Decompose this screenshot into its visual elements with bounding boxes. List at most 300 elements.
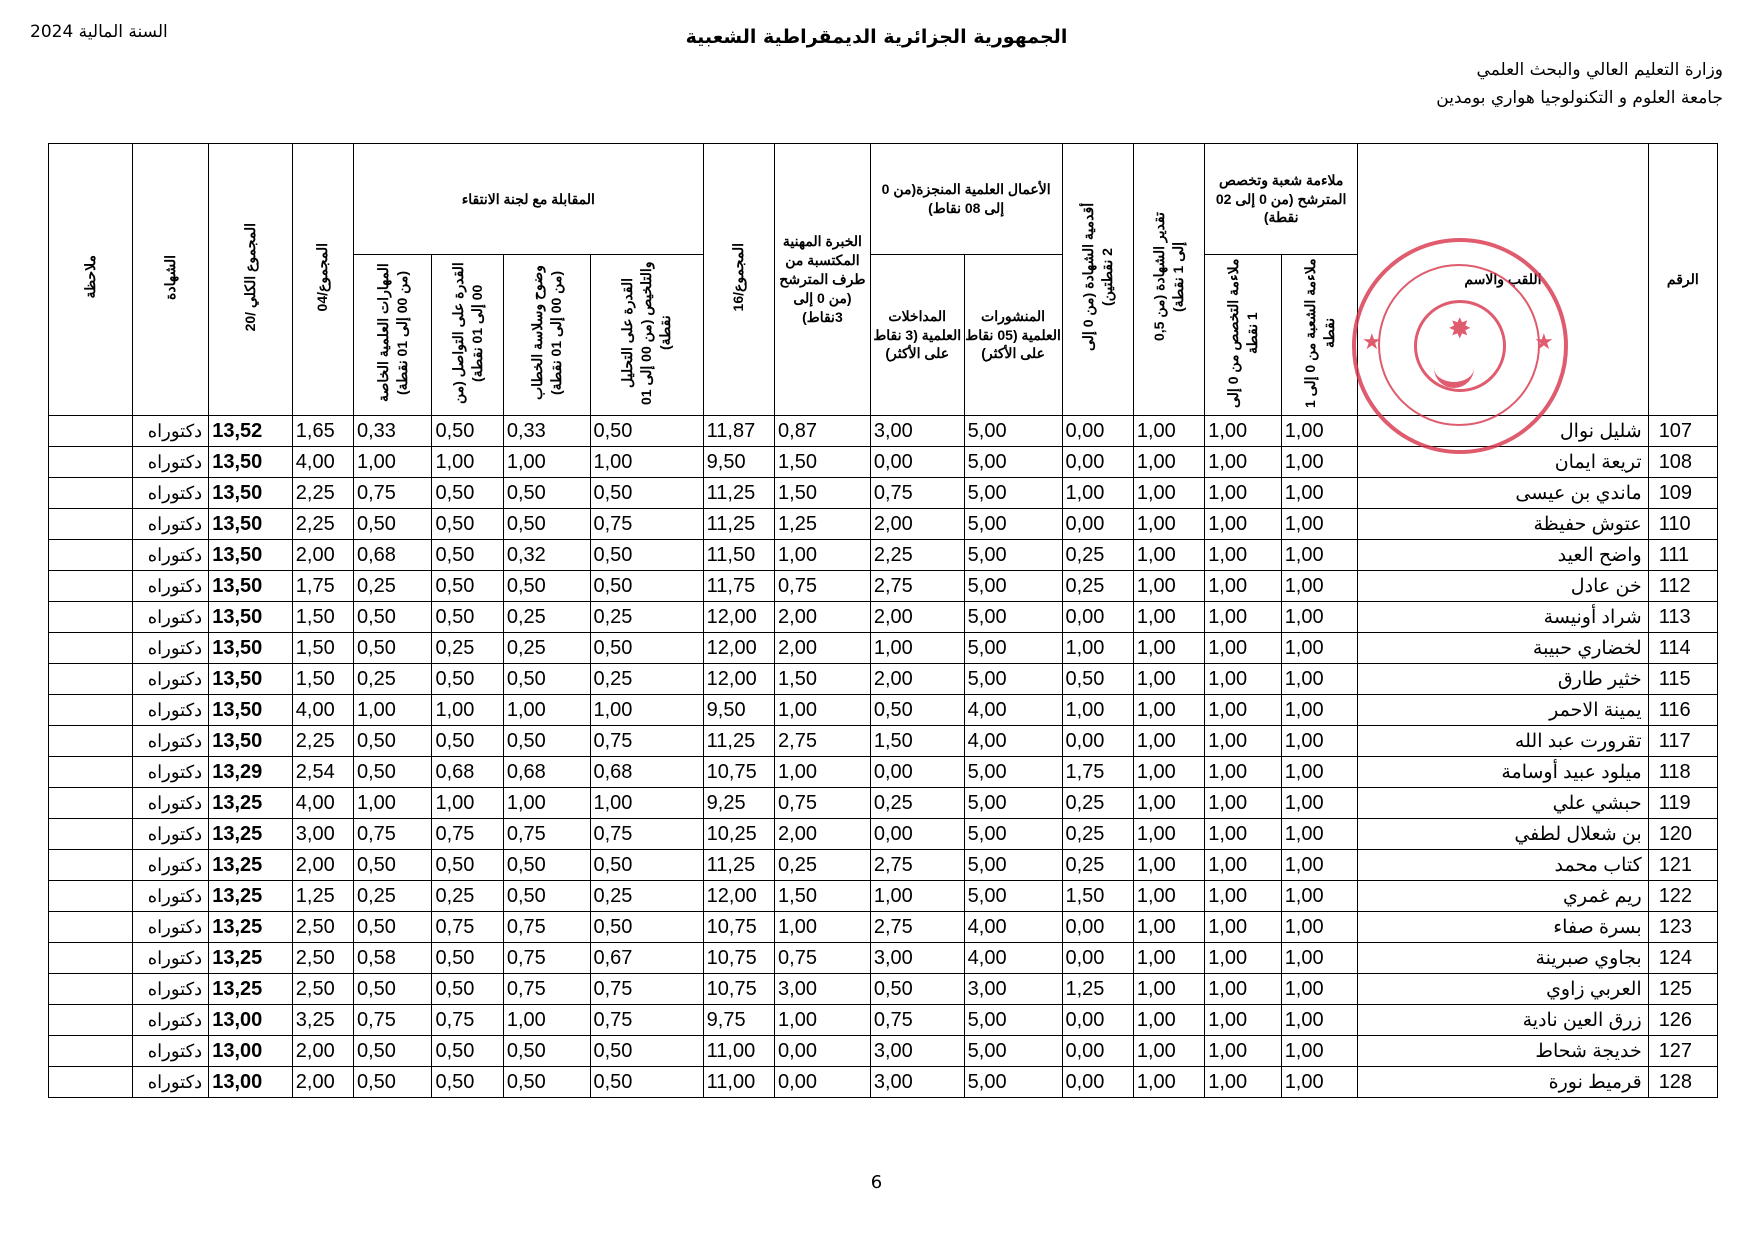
cell-clarity: 0,50 xyxy=(503,726,590,757)
cell-clarity: 0,75 xyxy=(503,943,590,974)
cell-analysis: 0,75 xyxy=(590,819,703,850)
table-row xyxy=(49,881,1718,912)
cell-rank: 123 xyxy=(1648,912,1717,943)
cell-communication: 0,75 xyxy=(432,912,503,943)
cell-name: يمينة الاحمر xyxy=(1358,695,1649,726)
cell-certificate: دكتوراه xyxy=(132,757,208,788)
cell-communication: 0,75 xyxy=(432,1005,503,1036)
cell-total16: 10,75 xyxy=(703,943,774,974)
star-icon: ★ xyxy=(1534,330,1554,355)
cell-total20: 13,25 xyxy=(209,881,293,912)
cell-communications: 1,00 xyxy=(870,881,964,912)
cell-total16: 12,00 xyxy=(703,633,774,664)
cell-grade: 1,00 xyxy=(1133,447,1204,478)
cell-certificate: دكتوراه xyxy=(132,1067,208,1098)
cell-total16: 12,00 xyxy=(703,602,774,633)
cell-rank: 121 xyxy=(1648,850,1717,881)
header-publications: المنشورات العلمية (05 نقاط على الأكثر) xyxy=(964,255,1062,416)
cell-publications: 5,00 xyxy=(964,850,1062,881)
cell-communications: 1,50 xyxy=(870,726,964,757)
cell-name: تريعة ايمان xyxy=(1358,447,1649,478)
cell-clarity: 0,50 xyxy=(503,571,590,602)
cell-rank: 117 xyxy=(1648,726,1717,757)
cell-name: حبشي علي xyxy=(1358,788,1649,819)
table-row xyxy=(49,850,1718,881)
cell-note xyxy=(49,478,133,509)
cell-note xyxy=(49,819,133,850)
header-experience: الخبرة المهنية المكتسبة من طرف المترشح (من 0 إلى 3نقاط) xyxy=(775,144,871,416)
cell-grade: 1,00 xyxy=(1133,664,1204,695)
cell-clarity: 0,75 xyxy=(503,974,590,1005)
cell-skills: 0,58 xyxy=(353,943,432,974)
header-branch: ملاءمة الشعبة من 0 إلى 1 نقطة xyxy=(1281,255,1357,416)
cell-certificate: دكتوراه xyxy=(132,974,208,1005)
cell-clarity: 0,50 xyxy=(503,509,590,540)
header-communication: القدرة على التواصل (من 00 إلى 01 نقطة) xyxy=(432,255,503,416)
cell-skills: 0,50 xyxy=(353,757,432,788)
cell-certificate: دكتوراه xyxy=(132,695,208,726)
cell-seniority: 0,25 xyxy=(1062,850,1133,881)
cell-clarity: 1,00 xyxy=(503,788,590,819)
cell-communications: 0,75 xyxy=(870,1005,964,1036)
cell-certificate: دكتوراه xyxy=(132,912,208,943)
cell-branch: 1,00 xyxy=(1281,602,1357,633)
cell-note xyxy=(49,416,133,447)
cell-publications: 5,00 xyxy=(964,757,1062,788)
cell-publications: 5,00 xyxy=(964,1036,1062,1067)
cell-rank: 112 xyxy=(1648,571,1717,602)
cell-total20: 13,50 xyxy=(209,695,293,726)
cell-experience: 2,00 xyxy=(775,602,871,633)
cell-total04: 4,00 xyxy=(292,695,353,726)
cell-publications: 5,00 xyxy=(964,540,1062,571)
cell-analysis: 0,50 xyxy=(590,416,703,447)
cell-analysis: 0,67 xyxy=(590,943,703,974)
cell-rank: 113 xyxy=(1648,602,1717,633)
cell-clarity: 0,50 xyxy=(503,1036,590,1067)
cell-experience: 0,75 xyxy=(775,571,871,602)
cell-grade: 1,00 xyxy=(1133,509,1204,540)
cell-specialty: 1,00 xyxy=(1205,447,1281,478)
cell-note xyxy=(49,447,133,478)
cell-name: شليل نوال xyxy=(1358,416,1649,447)
cell-analysis: 0,50 xyxy=(590,633,703,664)
header-analysis: القدرة على التحليل والتلخيص (من 00 إلى 01 نقطة) xyxy=(590,255,703,416)
cell-specialty: 1,00 xyxy=(1205,571,1281,602)
cell-total16: 11,50 xyxy=(703,540,774,571)
cell-specialty: 1,00 xyxy=(1205,602,1281,633)
university-name: جامعة العلوم و التكنولوجيا هواري بومدين xyxy=(1436,88,1723,108)
cell-certificate: دكتوراه xyxy=(132,633,208,664)
cell-rank: 124 xyxy=(1648,943,1717,974)
cell-experience: 3,00 xyxy=(775,974,871,1005)
table-row xyxy=(49,633,1718,664)
cell-seniority: 0,00 xyxy=(1062,602,1133,633)
cell-total04: 1,65 xyxy=(292,416,353,447)
cell-total16: 10,25 xyxy=(703,819,774,850)
cell-communications: 3,00 xyxy=(870,416,964,447)
cell-communications: 2,00 xyxy=(870,509,964,540)
cell-specialty: 1,00 xyxy=(1205,509,1281,540)
cell-publications: 5,00 xyxy=(964,1067,1062,1098)
cell-grade: 1,00 xyxy=(1133,416,1204,447)
cell-note xyxy=(49,726,133,757)
cell-certificate: دكتوراه xyxy=(132,416,208,447)
cell-communication: 1,00 xyxy=(432,447,503,478)
cell-branch: 1,00 xyxy=(1281,664,1357,695)
cell-publications: 5,00 xyxy=(964,819,1062,850)
header-clarity: وضوح وسلاسة الخطاب (من 00 إلى 01 نقطة) xyxy=(503,255,590,416)
cell-total20: 13,25 xyxy=(209,819,293,850)
cell-note xyxy=(49,695,133,726)
cell-name: ريم غمري xyxy=(1358,881,1649,912)
cell-name: قرميط نورة xyxy=(1358,1067,1649,1098)
cell-analysis: 0,75 xyxy=(590,1005,703,1036)
cell-grade: 1,00 xyxy=(1133,757,1204,788)
cell-skills: 0,50 xyxy=(353,1036,432,1067)
cell-experience: 1,00 xyxy=(775,912,871,943)
cell-note xyxy=(49,509,133,540)
cell-name: ماندي بن عيسى xyxy=(1358,478,1649,509)
cell-total20: 13,50 xyxy=(209,447,293,478)
cell-experience: 1,50 xyxy=(775,664,871,695)
cell-rank: 115 xyxy=(1648,664,1717,695)
cell-communication: 0,25 xyxy=(432,881,503,912)
cell-grade: 1,00 xyxy=(1133,571,1204,602)
cell-publications: 5,00 xyxy=(964,447,1062,478)
cell-branch: 1,00 xyxy=(1281,819,1357,850)
cell-seniority: 0,25 xyxy=(1062,540,1133,571)
cell-specialty: 1,00 xyxy=(1205,912,1281,943)
cell-grade: 1,00 xyxy=(1133,788,1204,819)
cell-total04: 1,25 xyxy=(292,881,353,912)
cell-communications: 0,00 xyxy=(870,447,964,478)
cell-branch: 1,00 xyxy=(1281,571,1357,602)
cell-clarity: 0,32 xyxy=(503,540,590,571)
cell-specialty: 1,00 xyxy=(1205,416,1281,447)
cell-skills: 0,68 xyxy=(353,540,432,571)
cell-communication: 0,50 xyxy=(432,509,503,540)
cell-analysis: 0,50 xyxy=(590,850,703,881)
cell-certificate: دكتوراه xyxy=(132,540,208,571)
cell-certificate: دكتوراه xyxy=(132,726,208,757)
cell-experience: 1,00 xyxy=(775,1005,871,1036)
cell-publications: 5,00 xyxy=(964,602,1062,633)
table-row xyxy=(49,943,1718,974)
cell-total16: 11,25 xyxy=(703,726,774,757)
cell-note xyxy=(49,850,133,881)
cell-total16: 11,75 xyxy=(703,571,774,602)
cell-communication: 1,00 xyxy=(432,788,503,819)
cell-analysis: 0,68 xyxy=(590,757,703,788)
cell-note xyxy=(49,540,133,571)
cell-branch: 1,00 xyxy=(1281,540,1357,571)
cell-communication: 0,50 xyxy=(432,943,503,974)
cell-analysis: 0,75 xyxy=(590,509,703,540)
cell-rank: 109 xyxy=(1648,478,1717,509)
cell-total20: 13,25 xyxy=(209,788,293,819)
cell-clarity: 0,33 xyxy=(503,416,590,447)
cell-total16: 12,00 xyxy=(703,664,774,695)
cell-skills: 0,25 xyxy=(353,881,432,912)
cell-rank: 118 xyxy=(1648,757,1717,788)
cell-skills: 0,25 xyxy=(353,664,432,695)
cell-name: خديجة شحاط xyxy=(1358,1036,1649,1067)
cell-clarity: 0,50 xyxy=(503,1067,590,1098)
cell-total16: 9,75 xyxy=(703,1005,774,1036)
cell-communications: 3,00 xyxy=(870,943,964,974)
cell-grade: 1,00 xyxy=(1133,1036,1204,1067)
cell-skills: 0,50 xyxy=(353,509,432,540)
cell-specialty: 1,00 xyxy=(1205,1036,1281,1067)
cell-clarity: 0,25 xyxy=(503,602,590,633)
cell-clarity: 1,00 xyxy=(503,695,590,726)
cell-publications: 5,00 xyxy=(964,881,1062,912)
cell-specialty: 1,00 xyxy=(1205,757,1281,788)
cell-communication: 1,00 xyxy=(432,695,503,726)
cell-name: خن عادل xyxy=(1358,571,1649,602)
cell-rank: 126 xyxy=(1648,1005,1717,1036)
cell-total16: 11,00 xyxy=(703,1067,774,1098)
table-body xyxy=(49,416,1718,1098)
cell-skills: 1,00 xyxy=(353,788,432,819)
cell-total20: 13,50 xyxy=(209,540,293,571)
cell-total04: 2,25 xyxy=(292,726,353,757)
cell-certificate: دكتوراه xyxy=(132,447,208,478)
cell-analysis: 1,00 xyxy=(590,695,703,726)
cell-experience: 1,50 xyxy=(775,881,871,912)
cell-experience: 1,25 xyxy=(775,509,871,540)
cell-clarity: 0,25 xyxy=(503,633,590,664)
header-total16: المجموع/16 xyxy=(703,144,774,416)
cell-communications: 0,00 xyxy=(870,819,964,850)
cell-total16: 10,75 xyxy=(703,912,774,943)
cell-communications: 2,00 xyxy=(870,602,964,633)
cell-total04: 1,50 xyxy=(292,602,353,633)
cell-total16: 10,75 xyxy=(703,974,774,1005)
table-row xyxy=(49,540,1718,571)
cell-communication: 0,50 xyxy=(432,571,503,602)
cell-specialty: 1,00 xyxy=(1205,788,1281,819)
cell-certificate: دكتوراه xyxy=(132,850,208,881)
cell-grade: 1,00 xyxy=(1133,881,1204,912)
cell-experience: 1,50 xyxy=(775,478,871,509)
cell-name: كتاب محمد xyxy=(1358,850,1649,881)
cell-total04: 2,50 xyxy=(292,912,353,943)
cell-skills: 0,50 xyxy=(353,633,432,664)
cell-experience: 2,00 xyxy=(775,819,871,850)
cell-note xyxy=(49,943,133,974)
cell-communications: 0,25 xyxy=(870,788,964,819)
cell-experience: 0,25 xyxy=(775,850,871,881)
cell-rank: 122 xyxy=(1648,881,1717,912)
cell-publications: 5,00 xyxy=(964,1005,1062,1036)
cell-total20: 13,50 xyxy=(209,602,293,633)
cell-total16: 11,25 xyxy=(703,478,774,509)
star-icon: ✸ xyxy=(1448,312,1472,345)
cell-seniority: 0,00 xyxy=(1062,943,1133,974)
cell-note xyxy=(49,1067,133,1098)
fiscal-year: السنة المالية 2024 xyxy=(30,22,168,42)
cell-branch: 1,00 xyxy=(1281,478,1357,509)
cell-certificate: دكتوراه xyxy=(132,478,208,509)
cell-total04: 2,50 xyxy=(292,943,353,974)
cell-rank: 116 xyxy=(1648,695,1717,726)
cell-specialty: 1,00 xyxy=(1205,540,1281,571)
cell-rank: 120 xyxy=(1648,819,1717,850)
table-row xyxy=(49,695,1718,726)
cell-experience: 1,00 xyxy=(775,757,871,788)
cell-certificate: دكتوراه xyxy=(132,1036,208,1067)
cell-grade: 1,00 xyxy=(1133,540,1204,571)
cell-branch: 1,00 xyxy=(1281,912,1357,943)
cell-total16: 12,00 xyxy=(703,881,774,912)
cell-communication: 0,25 xyxy=(432,633,503,664)
cell-total20: 13,00 xyxy=(209,1005,293,1036)
header-specialty: ملاءمة التخصص من 0 إلى 1 نقطة xyxy=(1205,255,1281,416)
cell-communications: 2,75 xyxy=(870,912,964,943)
cell-communications: 3,00 xyxy=(870,1067,964,1098)
cell-note xyxy=(49,664,133,695)
cell-skills: 0,75 xyxy=(353,819,432,850)
cell-rank: 127 xyxy=(1648,1036,1717,1067)
cell-publications: 5,00 xyxy=(964,478,1062,509)
cell-skills: 1,00 xyxy=(353,447,432,478)
table-row xyxy=(49,974,1718,1005)
cell-grade: 1,00 xyxy=(1133,974,1204,1005)
cell-certificate: دكتوراه xyxy=(132,602,208,633)
cell-total20: 13,50 xyxy=(209,509,293,540)
cell-certificate: دكتوراه xyxy=(132,509,208,540)
cell-name: ميلود عبيد أوسامة xyxy=(1358,757,1649,788)
cell-clarity: 1,00 xyxy=(503,447,590,478)
cell-experience: 0,75 xyxy=(775,788,871,819)
cell-analysis: 1,00 xyxy=(590,788,703,819)
cell-clarity: 0,68 xyxy=(503,757,590,788)
cell-seniority: 0,00 xyxy=(1062,1036,1133,1067)
cell-seniority: 1,00 xyxy=(1062,478,1133,509)
cell-communications: 0,50 xyxy=(870,974,964,1005)
header-name: اللقب والاسم xyxy=(1358,144,1649,416)
cell-rank: 125 xyxy=(1648,974,1717,1005)
cell-name: خثير طارق xyxy=(1358,664,1649,695)
table-row xyxy=(49,602,1718,633)
cell-skills: 0,33 xyxy=(353,416,432,447)
header-suitability-group: ملاءمة شعبة وتخصص المترشح (من 0 إلى 02 نقطة) xyxy=(1205,144,1358,255)
cell-note xyxy=(49,602,133,633)
cell-grade: 1,00 xyxy=(1133,943,1204,974)
cell-communications: 2,25 xyxy=(870,540,964,571)
cell-certificate: دكتوراه xyxy=(132,788,208,819)
cell-specialty: 1,00 xyxy=(1205,633,1281,664)
cell-certificate: دكتوراه xyxy=(132,943,208,974)
official-seal-icon xyxy=(1352,238,1568,454)
cell-seniority: 0,00 xyxy=(1062,726,1133,757)
cell-analysis: 0,75 xyxy=(590,726,703,757)
cell-publications: 4,00 xyxy=(964,943,1062,974)
cell-seniority: 1,75 xyxy=(1062,757,1133,788)
cell-branch: 1,00 xyxy=(1281,447,1357,478)
cell-total04: 1,50 xyxy=(292,633,353,664)
cell-certificate: دكتوراه xyxy=(132,571,208,602)
header-seniority: أقدمية الشهادة (من 0 إلى 2 نقطتين) xyxy=(1062,144,1133,416)
cell-experience: 2,00 xyxy=(775,633,871,664)
cell-publications: 4,00 xyxy=(964,695,1062,726)
cell-branch: 1,00 xyxy=(1281,881,1357,912)
cell-branch: 1,00 xyxy=(1281,695,1357,726)
cell-skills: 0,50 xyxy=(353,1067,432,1098)
table-row xyxy=(49,788,1718,819)
cell-name: بجاوي صبرينة xyxy=(1358,943,1649,974)
cell-certificate: دكتوراه xyxy=(132,819,208,850)
cell-specialty: 1,00 xyxy=(1205,850,1281,881)
cell-total16: 9,25 xyxy=(703,788,774,819)
header-skills: المهارات العلمية الخاصة (من 00 إلى 01 نقطة) xyxy=(353,255,432,416)
cell-analysis: 0,25 xyxy=(590,881,703,912)
cell-communication: 0,50 xyxy=(432,974,503,1005)
cell-branch: 1,00 xyxy=(1281,1067,1357,1098)
cell-skills: 0,50 xyxy=(353,974,432,1005)
cell-grade: 1,00 xyxy=(1133,819,1204,850)
cell-skills: 1,00 xyxy=(353,695,432,726)
cell-total04: 2,00 xyxy=(292,1036,353,1067)
cell-communication: 0,68 xyxy=(432,757,503,788)
cell-specialty: 1,00 xyxy=(1205,478,1281,509)
cell-total04: 3,00 xyxy=(292,819,353,850)
cell-publications: 3,00 xyxy=(964,974,1062,1005)
cell-analysis: 0,50 xyxy=(590,1067,703,1098)
table-row xyxy=(49,1036,1718,1067)
cell-total16: 9,50 xyxy=(703,447,774,478)
cell-total04: 3,25 xyxy=(292,1005,353,1036)
cell-certificate: دكتوراه xyxy=(132,664,208,695)
cell-publications: 5,00 xyxy=(964,664,1062,695)
cell-analysis: 0,50 xyxy=(590,540,703,571)
cell-note xyxy=(49,974,133,1005)
cell-communication: 0,50 xyxy=(432,1067,503,1098)
cell-rank: 119 xyxy=(1648,788,1717,819)
cell-total04: 2,00 xyxy=(292,1067,353,1098)
cell-rank: 107 xyxy=(1648,416,1717,447)
cell-communications: 0,00 xyxy=(870,757,964,788)
cell-total04: 2,54 xyxy=(292,757,353,788)
cell-rank: 128 xyxy=(1648,1067,1717,1098)
cell-communication: 0,50 xyxy=(432,478,503,509)
table-row xyxy=(49,819,1718,850)
cell-total20: 13,25 xyxy=(209,943,293,974)
cell-seniority: 0,00 xyxy=(1062,1067,1133,1098)
cell-total20: 13,25 xyxy=(209,912,293,943)
table-row xyxy=(49,509,1718,540)
cell-specialty: 1,00 xyxy=(1205,819,1281,850)
cell-total16: 11,25 xyxy=(703,850,774,881)
cell-total20: 13,25 xyxy=(209,850,293,881)
cell-specialty: 1,00 xyxy=(1205,695,1281,726)
cell-branch: 1,00 xyxy=(1281,726,1357,757)
cell-branch: 1,00 xyxy=(1281,974,1357,1005)
cell-branch: 1,00 xyxy=(1281,788,1357,819)
cell-grade: 1,00 xyxy=(1133,1067,1204,1098)
cell-note xyxy=(49,1036,133,1067)
cell-communication: 0,50 xyxy=(432,416,503,447)
cell-publications: 5,00 xyxy=(964,509,1062,540)
cell-experience: 0,00 xyxy=(775,1036,871,1067)
header-total20: المجموع الكلي /20 xyxy=(209,144,293,416)
table-row xyxy=(49,757,1718,788)
cell-total20: 13,50 xyxy=(209,478,293,509)
cell-branch: 1,00 xyxy=(1281,633,1357,664)
cell-communications: 2,00 xyxy=(870,664,964,695)
